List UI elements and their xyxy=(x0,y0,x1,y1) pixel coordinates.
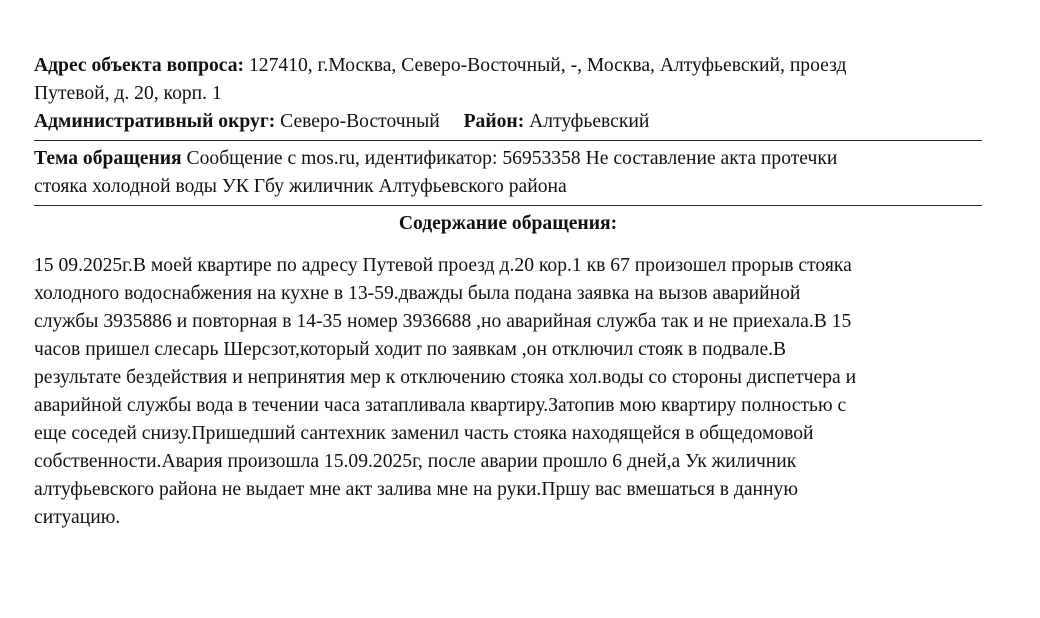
okrug-label: Административный округ: xyxy=(34,111,276,132)
content-body xyxy=(34,252,982,532)
content-line: ситуацию. xyxy=(34,507,121,528)
topic-line-1 xyxy=(34,145,982,173)
content-line: службы 3935886 и повторная в 14-35 номер 3936688 ,но аварийная служба так и не приехала.В 15 xyxy=(34,311,852,332)
address-line-2 xyxy=(34,80,982,108)
content-heading: Содержание обращения: xyxy=(398,213,618,234)
content-line: аварийной службы вода в течении часа затапливала квартиру.Затопив мою квартиру полностью с xyxy=(34,395,847,416)
content-line: часов пришел слесарь Шерсзот,который ходит по заявкам ,он отключил стояк в подвале.В xyxy=(34,339,787,360)
divider-top xyxy=(34,140,982,141)
topic-value-line-2: стояка холодной воды УК Гбу жиличник Алтуфьевского района xyxy=(34,176,567,197)
content-line: еще соседей снизу.Пришедший сантехник заменил часть стояка находящейся в общедомовой xyxy=(34,423,814,444)
content-line: собственности.Авария произошла 15.09.2025г, после аварии прошло 6 дней,а Ук жиличник xyxy=(34,451,797,472)
topic-value-line-1: Сообщение с mos.ru, идентификатор: 56953358 Не составление акта протечки xyxy=(186,148,838,169)
address-label: Адрес объекта вопроса: xyxy=(34,55,245,76)
rayon-label: Район: xyxy=(463,111,525,132)
content-line: холодного водоснабжения на кухне в 13-59.дважды была подана заявка на вызов аварийной xyxy=(34,283,801,304)
topic-label: Тема обращения xyxy=(34,148,182,169)
address-value-line-1: 127410, г.Москва, Северо-Восточный, -, Москва, Алтуфьевский, проезд xyxy=(248,55,847,76)
content-line: алтуфьевского района не выдает мне акт залива мне на руки.Пршу вас вмешаться в данную xyxy=(34,479,798,500)
address-value-line-2: Путевой, д. 20, корп. 1 xyxy=(34,83,222,104)
content-line: результате бездействия и непринятия мер к отключению стояка хол.воды со стороны диспетчера и xyxy=(34,367,857,388)
admin-line xyxy=(34,108,982,136)
rayon-value: Алтуфьевский xyxy=(529,111,650,132)
okrug-value: Северо-Восточный xyxy=(280,111,440,132)
address-line-1 xyxy=(34,52,982,80)
divider-bottom xyxy=(34,205,982,206)
topic-line-2 xyxy=(34,173,982,201)
content-line: 15 09.2025г.В моей квартире по адресу Путевой проезд д.20 кор.1 кв 67 произошел прорыв стояка xyxy=(34,255,852,276)
